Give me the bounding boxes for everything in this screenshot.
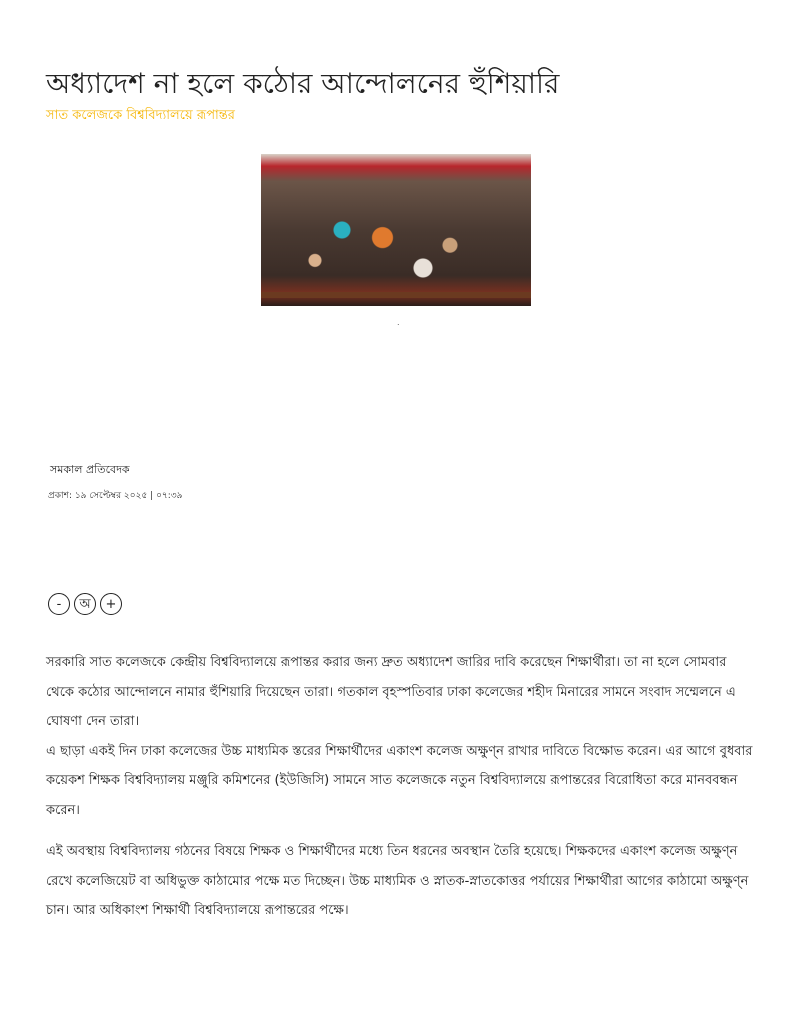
font-reset-button[interactable]: অ: [74, 593, 96, 615]
article-body: [46, 648, 756, 926]
paragraph: সরকারি সাত কলেজকে কেন্দ্রীয় বিশ্ববিদ্যালয়ে রূপান্তর করার জন্য দ্রুত অধ্যাদেশ জারির দাবি করেছেন শিক্ষার্থীরা। তা না হলে সোমবার থেকে কঠোর আন্দোলনে নামার হুঁশিয়ারি দিয়েছেন তারা। গতকাল বৃহস্পতিবার ঢাকা কলেজের শহীদ মিনারের সামনে সংবাদ সম্মেলনে এ ঘোষণা দেন তারা।: [46, 655, 736, 729]
font-increase-button[interactable]: +: [100, 593, 122, 615]
article-title: অধ্যাদেশ না হলে কঠোর আন্দোলনের হুঁশিয়ারি: [46, 67, 560, 100]
author-name[interactable]: সমকাল প্রতিবেদক: [50, 463, 130, 476]
paragraph: এই অবস্থায় বিশ্ববিদ্যালয় গঠনের বিষয়ে শিক্ষক ও শিক্ষার্থীদের মধ্যে তিন ধরনের অবস্থান তৈরি হয়েছে। শিক্ষকদের একাংশ কলেজ অক্ষুণ্ন রেখে কলেজিয়েট বা অধিভুক্ত কাঠামোর পক্ষে মত দিচ্ছেন। উচ্চ মাধ্যমিক ও স্নাতক-স্নাতকোত্তর পর্যায়ের শিক্ষার্থীরা আগের কাঠামো অক্ষুণ্ন চান। আর অধিকাংশ শিক্ষার্থী বিশ্ববিদ্যালয়ে রূপান্তরের পক্ষে।: [46, 844, 749, 918]
article-photo: [261, 154, 531, 306]
image-caption: .: [397, 318, 400, 327]
publish-date: প্রকাশ: ১৯ সেপ্টেম্বর ২০২৫ | ০৭:৩৯: [48, 491, 183, 501]
font-decrease-button[interactable]: -: [48, 593, 70, 615]
press-table: [261, 292, 531, 298]
font-size-controls: [48, 593, 122, 615]
article-subtitle[interactable]: সাত কলেজকে বিশ্ববিদ্যালয়ে রূপান্তর: [46, 108, 235, 123]
paragraph: এ ছাড়া একই দিন ঢাকা কলেজের উচ্চ মাধ্যমিক স্তরের শিক্ষার্থীদের একাংশ কলেজ অক্ষুণ্ন রাখার দাবিতে বিক্ষোভ করেন। এর আগে বুধবার কয়েকশ শিক্ষক বিশ্ববিদ্যালয় মঞ্জুরি কমিশনের (ইউজিসি) সামনে সাত কলেজকে নতুন বিশ্ববিদ্যালয়ে রূপান্তরের বিরোধিতা করে মানববন্ধন করেন।: [46, 743, 753, 818]
